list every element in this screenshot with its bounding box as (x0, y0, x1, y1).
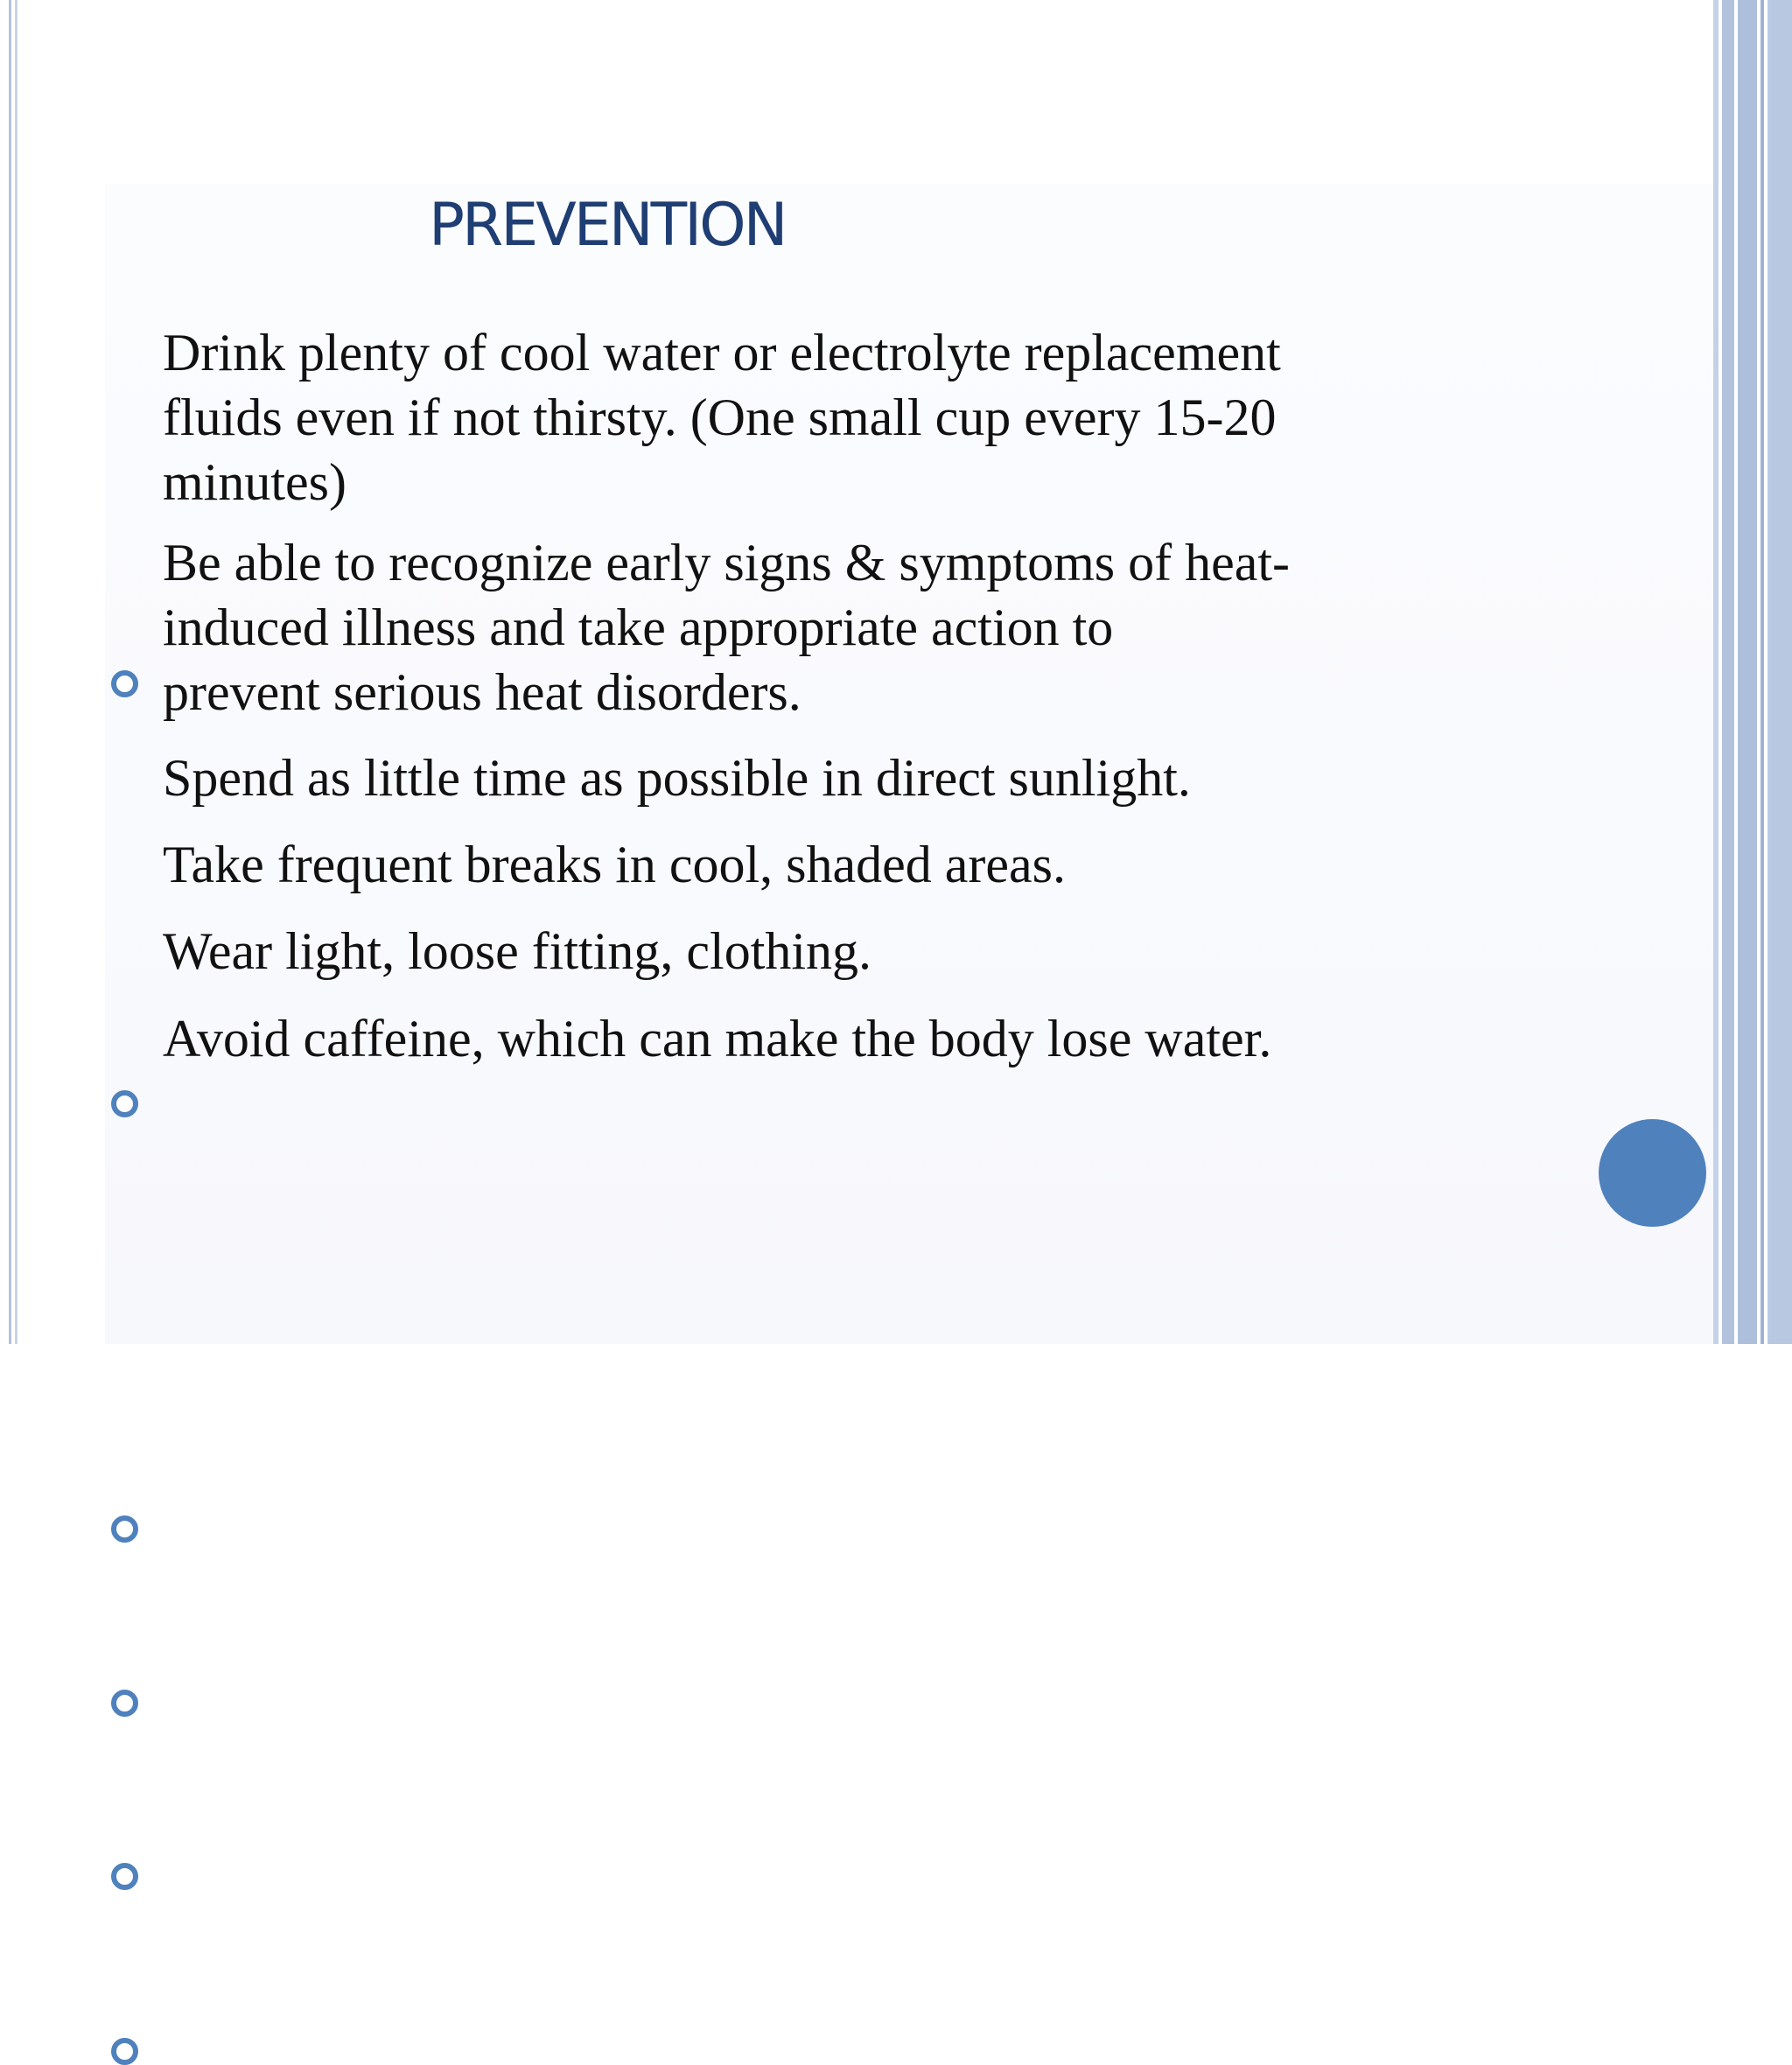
bullet-text: Be able to recognize early signs & symptoms of heat- induced illness and take appropriate action to prevent serious heat disorders. (163, 534, 1290, 721)
hollow-circle-bullet-icon (111, 1863, 138, 1890)
right-border-line (1713, 0, 1718, 1344)
bullet-text: Avoid caffeine, which can make the body lose water. (163, 1010, 1272, 1068)
bullet-text: Take frequent breaks in cool, shaded areas. (163, 836, 1067, 893)
hollow-circle-bullet-icon (111, 670, 138, 697)
hollow-circle-bullet-icon (111, 2038, 138, 2065)
slide-title: PREVENTION (429, 191, 786, 260)
hollow-circle-bullet-icon (111, 1090, 138, 1117)
right-border-line (1722, 0, 1734, 1344)
hollow-circle-bullet-icon (111, 1516, 138, 1543)
filled-circle-icon (1599, 1119, 1706, 1227)
bullet-text: Wear light, loose fitting, clothing. (163, 922, 872, 980)
right-border-band (1738, 0, 1757, 1344)
right-border-line (1760, 0, 1764, 1344)
hollow-circle-bullet-icon (111, 1690, 138, 1717)
bullet-text: Drink plenty of cool water or electrolyte replacement fluids even if not thirsty. (One small cup every 15-20 minutes) (163, 324, 1281, 511)
bullet-text: Spend as little time as possible in direct sunlight. (163, 749, 1191, 807)
right-border-band (1768, 0, 1792, 1344)
